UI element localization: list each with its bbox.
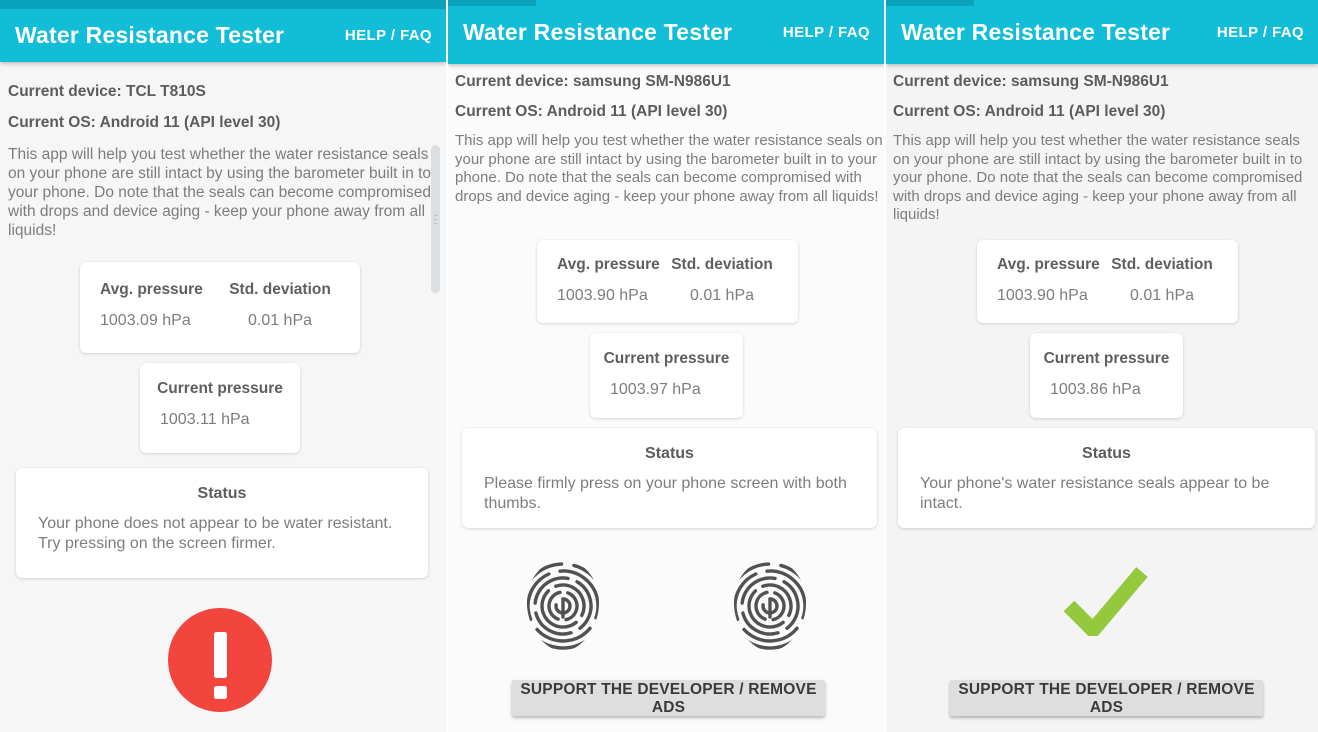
- current-pressure-card: [590, 333, 743, 418]
- app-description: This app will help you test whether the water resistance seals on your phone are still intact by using the barometer built in to your phone. Do note that the seals can become compromised with drops and device aging - keep your phone away from all liquids!: [893, 132, 1303, 223]
- status-card: [462, 428, 877, 528]
- std-deviation-label: Std. deviation: [1111, 256, 1213, 273]
- status-bar: [0, 0, 446, 9]
- scrollbar[interactable]: [431, 145, 440, 293]
- avg-pressure-label: Avg. pressure: [997, 256, 1100, 273]
- current-pressure-label: Current pressure: [157, 380, 283, 397]
- help-faq-link[interactable]: HELP / FAQ: [344, 27, 432, 44]
- std-deviation-value: 0.01 hPa: [1129, 287, 1195, 304]
- status-card: [898, 428, 1315, 528]
- status-bar: [448, 0, 536, 6]
- error-exclamation-icon: [168, 608, 272, 712]
- status-title: Status: [645, 445, 694, 462]
- current-device-label: Current device: samsung SM-N986U1: [455, 73, 731, 90]
- status-bar: [886, 0, 974, 6]
- current-os-label: Current OS: Android 11 (API level 30): [8, 114, 281, 131]
- current-pressure-value: 1003.86 hPa: [1050, 381, 1141, 398]
- std-deviation-label: Std. deviation: [229, 281, 331, 298]
- app-description: This app will help you test whether the water resistance seals on your phone are still intact by using the barometer built in to your phone. Do note that the seals can become compromised with drops and device aging - keep your phone away from all liquids!: [455, 132, 883, 205]
- current-device-label: Current device: samsung SM-N986U1: [893, 73, 1169, 90]
- std-deviation-label: Std. deviation: [671, 256, 773, 273]
- screenshot-panel-middle: [446, 0, 884, 732]
- status-title: Status: [1082, 445, 1131, 462]
- app-description: This app will help you test whether the water resistance seals on your phone are still intact by using the barometer built in to your phone. Do note that the seals can become compromised with drops and device aging - keep your phone away from all liquids!: [8, 146, 432, 239]
- current-pressure-value: 1003.97 hPa: [610, 381, 701, 398]
- app-bar: [448, 0, 884, 64]
- avg-pressure-label: Avg. pressure: [557, 256, 660, 273]
- current-pressure-card: [140, 363, 300, 453]
- app-title: Water Resistance Tester: [463, 18, 733, 45]
- app-bar: [886, 0, 1318, 64]
- pressure-stats-card: [977, 240, 1238, 323]
- current-device-label: Current device: TCL T810S: [8, 83, 206, 100]
- status-text: Please firmly press on your phone screen with both thumbs.: [484, 475, 847, 512]
- pressure-stats-card: [80, 262, 360, 353]
- support-developer-button[interactable]: SUPPORT THE DEVELOPER / REMOVE ADS: [512, 680, 825, 716]
- screenshot-panel-left: [0, 0, 446, 732]
- pressure-stats-card: [537, 240, 798, 323]
- avg-pressure-value: 1003.09 hPa: [100, 312, 191, 329]
- status-text: Your phone's water resistance seals appear to be intact.: [920, 475, 1270, 512]
- help-faq-link[interactable]: HELP / FAQ: [1216, 23, 1304, 41]
- avg-pressure-label: Avg. pressure: [100, 281, 203, 298]
- status-title: Status: [197, 485, 247, 502]
- current-pressure-label: Current pressure: [603, 350, 730, 367]
- current-os-label: Current OS: Android 11 (API level 30): [455, 103, 728, 120]
- support-developer-button[interactable]: SUPPORT THE DEVELOPER / REMOVE ADS: [950, 680, 1263, 716]
- std-deviation-value: 0.01 hPa: [689, 287, 755, 304]
- avg-pressure-value: 1003.90 hPa: [997, 287, 1088, 304]
- app-title: Water Resistance Tester: [901, 18, 1171, 45]
- status-text: Your phone does not appear to be water resistant. Try pressing on the screen firmer.: [38, 515, 393, 552]
- current-os-label: Current OS: Android 11 (API level 30): [893, 103, 1166, 120]
- fingerprint-icon: [729, 557, 811, 654]
- avg-pressure-value: 1003.90 hPa: [557, 287, 648, 304]
- screenshot-panel-right: [884, 0, 1318, 732]
- current-pressure-label: Current pressure: [1043, 350, 1170, 367]
- success-check-icon: [1062, 566, 1148, 636]
- current-pressure-value: 1003.11 hPa: [160, 411, 250, 428]
- current-pressure-card: [1030, 333, 1183, 418]
- fingerprint-icon: [522, 557, 604, 654]
- app-bar: [0, 9, 446, 62]
- status-card: [16, 468, 428, 578]
- std-deviation-value: 0.01 hPa: [247, 312, 313, 329]
- help-faq-link[interactable]: HELP / FAQ: [782, 23, 870, 41]
- app-title: Water Resistance Tester: [15, 22, 285, 48]
